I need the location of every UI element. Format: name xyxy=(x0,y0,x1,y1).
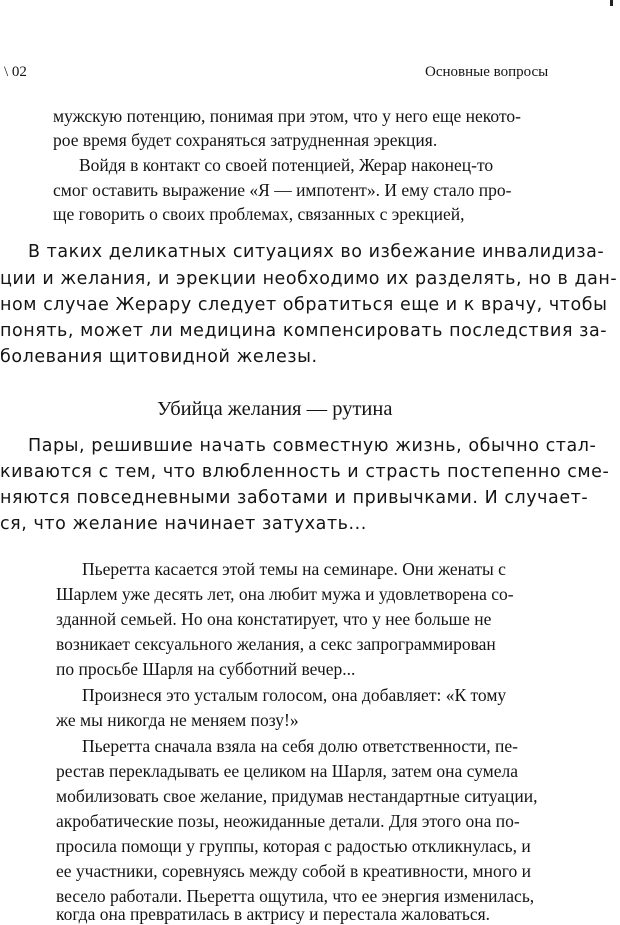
chapter-number: \ 02 xyxy=(4,64,27,80)
text-line: понять, может ли медицина компенсировать последствия за- xyxy=(0,321,608,341)
case-line: зданной семьей. Но она констатирует, что у нее больше не xyxy=(56,609,492,629)
case-line: Пьеретта касается этой темы на семинаре. Они женаты с xyxy=(82,559,506,579)
case-line: акробатические позы, неожиданные детали. Для этого она по- xyxy=(56,811,520,831)
corner-mark xyxy=(610,0,613,6)
section-heading: Убийца желания — рутина xyxy=(157,398,393,420)
case-line: ее участники, соревнуясь между собой в креативности, много и xyxy=(56,861,531,881)
text-line: В таких деликатных ситуациях во избежание инвалидиза- xyxy=(28,242,605,262)
quote-line: смог оставить выражение «Я — импотент». И ему стало про- xyxy=(53,180,512,200)
quote-line: Войдя в контакт со своей потенцией, Жерар наконец-то xyxy=(79,155,494,175)
quote-line: ще говорить о своих проблемах, связанных с эрекцией, xyxy=(53,204,465,224)
case-line: по просьбе Шарля на субботний вечер... xyxy=(56,659,356,679)
case-line: просила помощи у группы, которая с радостью откликнулась, и xyxy=(56,836,531,856)
text-line: ном случае Жерару следует обратиться еще и к врачу, чтобы xyxy=(0,295,608,315)
text-line: ся, что желание начинает затухать... xyxy=(0,514,367,534)
case-line: когда она превратилась в актрису и перестала жаловаться. xyxy=(56,904,491,924)
text-line: Пары, решившие начать совместную жизнь, обычно стал- xyxy=(28,436,597,456)
text-line: болевания щитовидной железы. xyxy=(0,347,318,367)
quote-line: рое время будет сохраняться затрудненная эрекция. xyxy=(53,130,438,150)
case-line: рестав перекладывать ее целиком на Шарля, затем она сумела xyxy=(56,761,518,781)
case-line: весело работали. Пьеретта ощутила, что ее энергия изменилась, xyxy=(56,886,535,906)
case-line: возникает сексуального желания, а секс запрограммирован xyxy=(56,634,496,654)
case-line: же мы никогда не меняем позу!» xyxy=(56,710,299,730)
text-line: няются повседневными заботами и привычками. И случает- xyxy=(0,488,589,508)
text-line: киваются с тем, что влюбленность и страсть постепенно сме- xyxy=(0,462,610,482)
case-line: Произнеся это усталым голосом, она добавляет: «К тому xyxy=(82,685,507,705)
case-line: мобилизовать свое желание, придумав нестандартные ситуации, xyxy=(56,786,538,806)
case-line: Пьеретта сначала взяла на себя долю ответственности, пе- xyxy=(82,736,518,756)
text-line: ции и желания, и эрекции необходимо их разделять, но в дан- xyxy=(0,269,618,289)
case-line: Шарлем уже десять лет, она любит мужа и удовлетворена со- xyxy=(56,584,514,604)
quote-line: мужскую потенцию, понимая при этом, что у него еще некото- xyxy=(53,106,521,126)
running-title: Основные вопросы xyxy=(425,64,549,80)
